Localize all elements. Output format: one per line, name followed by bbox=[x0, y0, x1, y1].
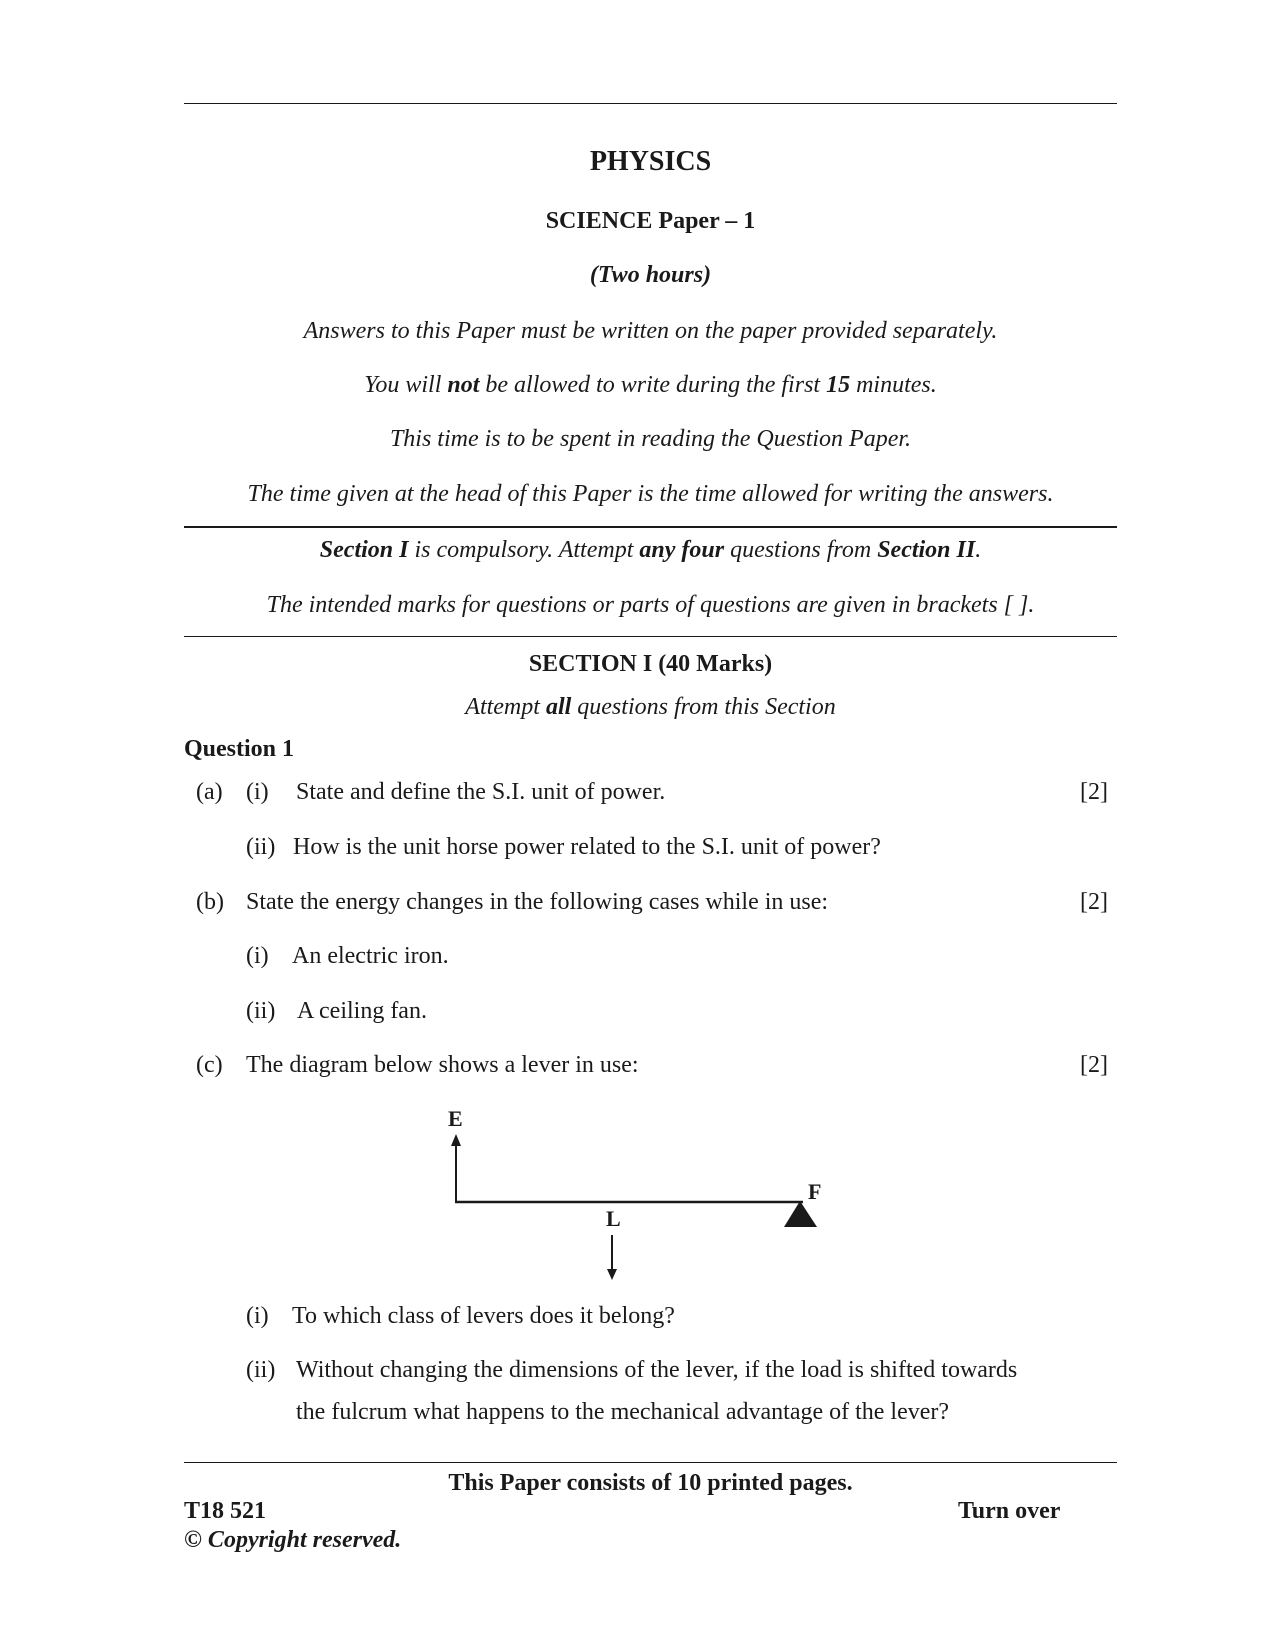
copyright: © Copyright reserved. bbox=[184, 1527, 402, 1553]
paper-title: SCIENCE Paper – 1 bbox=[545, 208, 756, 234]
part-b-text: State the energy changes in the following cases while in use: bbox=[246, 889, 829, 915]
instruction-2-not: not bbox=[447, 372, 480, 398]
footer-rule bbox=[184, 1462, 1117, 1463]
part-c-marks: [2] bbox=[1080, 1052, 1108, 1078]
instruction-2-num: 15 bbox=[826, 372, 851, 398]
effort-arrowhead bbox=[451, 1134, 461, 1146]
duration: (Two hours) bbox=[589, 262, 712, 288]
subject-title: PHYSICS bbox=[589, 146, 712, 177]
part-b-i-text: An electric iron. bbox=[292, 943, 449, 969]
effort-label: E bbox=[448, 1106, 463, 1131]
part-c-i-text: To which class of levers does it belong? bbox=[292, 1303, 675, 1329]
attempt-post: questions from this Section bbox=[571, 694, 836, 720]
part-c-ii-text-1: Without changing the dimensions of the lever, if the load is shifted towards bbox=[296, 1357, 1018, 1383]
part-b-i-label: (i) bbox=[246, 943, 269, 969]
section-rule bbox=[184, 636, 1117, 637]
footer-pages: This Paper consists of 10 printed pages. bbox=[448, 1470, 853, 1496]
part-a-marks: [2] bbox=[1080, 779, 1108, 805]
section-info-line bbox=[184, 537, 1117, 564]
instruction-2-pre: You will bbox=[364, 372, 448, 398]
any-four-text: any four bbox=[639, 537, 725, 563]
instruction-line-1: Answers to this Paper must be written on the paper provided separately. bbox=[303, 318, 998, 344]
marks-note: The intended marks for questions or parts of questions are given in brackets [ ]. bbox=[266, 592, 1035, 618]
part-b-ii-label: (ii) bbox=[246, 998, 276, 1024]
part-a-i-text: State and define the S.I. unit of power. bbox=[296, 779, 666, 805]
load-arrowhead bbox=[607, 1269, 617, 1280]
paper-code: T18 521 bbox=[184, 1498, 267, 1524]
part-a-i-label: (i) bbox=[246, 779, 269, 805]
part-a-label: (a) bbox=[196, 779, 223, 805]
part-c-text: The diagram below shows a lever in use: bbox=[246, 1052, 639, 1078]
part-a-ii-label: (ii) bbox=[246, 834, 276, 860]
instruction-2-post: minutes. bbox=[850, 372, 937, 398]
part-b-label: (b) bbox=[196, 889, 224, 915]
attempt-pre: Attempt bbox=[465, 694, 546, 720]
lever-diagram bbox=[420, 1100, 840, 1300]
attempt-all: all bbox=[545, 694, 572, 720]
fulcrum-triangle bbox=[784, 1201, 817, 1227]
turn-over: Turn over bbox=[958, 1498, 1061, 1524]
instruction-line-3: This time is to be spent in reading the Question Paper. bbox=[389, 426, 912, 452]
part-b-marks: [2] bbox=[1080, 889, 1108, 915]
questions-from-text: questions from bbox=[724, 537, 878, 563]
fulcrum-label: F bbox=[808, 1179, 822, 1204]
instruction-2-mid: be allowed to write during the first bbox=[479, 372, 827, 398]
part-b-ii-text: A ceiling fan. bbox=[297, 998, 427, 1024]
part-c-label: (c) bbox=[196, 1052, 223, 1078]
part-c-i-label: (i) bbox=[246, 1303, 269, 1329]
part-c-ii-text-2: the fulcrum what happens to the mechanical advantage of the lever? bbox=[296, 1399, 950, 1425]
instruction-line-4: The time given at the head of this Paper is the time allowed for writing the answers. bbox=[247, 481, 1054, 507]
instruction-line-2 bbox=[184, 372, 1117, 399]
top-rule bbox=[184, 103, 1117, 104]
load-label: L bbox=[606, 1206, 621, 1231]
compulsory-text: is compulsory. Attempt bbox=[408, 537, 640, 563]
part-c-ii-label: (ii) bbox=[246, 1357, 276, 1383]
section-1-attempt bbox=[184, 694, 1117, 721]
part-a-ii-text: How is the unit horse power related to the S.I. unit of power? bbox=[293, 834, 881, 860]
section-1-ref: Section I bbox=[319, 537, 409, 563]
period-text: . bbox=[975, 537, 982, 563]
question-title: Question 1 bbox=[184, 736, 295, 762]
section-1-title: SECTION I (40 Marks) bbox=[528, 651, 773, 677]
section-2-ref: Section II bbox=[877, 537, 976, 563]
instructions-rule bbox=[184, 526, 1117, 528]
